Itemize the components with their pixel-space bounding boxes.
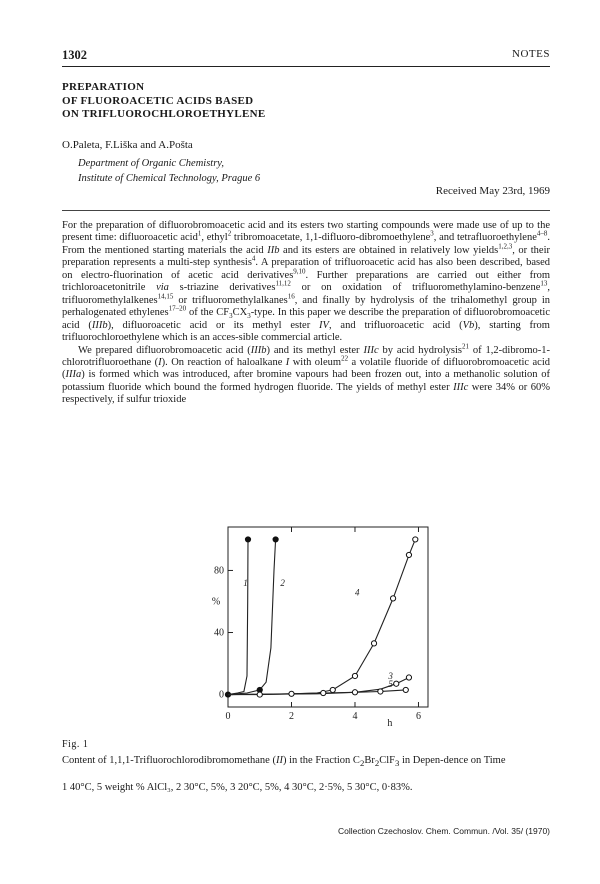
- title-line: OF FLUOROACETIC ACIDS BASED: [62, 94, 254, 107]
- y-axis-label: %: [211, 596, 221, 608]
- y-tick-label: 0: [219, 689, 224, 701]
- series-1-point: [245, 537, 250, 542]
- series-3-point: [406, 675, 411, 680]
- series-2-point: [273, 537, 278, 542]
- affiliation-line: Department of Organic Chemistry,: [78, 158, 225, 169]
- article-body: [62, 220, 550, 407]
- x-tick-label: 4: [352, 711, 358, 722]
- affiliation: [78, 156, 260, 186]
- figure-legend: 1 40°C, 5 weight % AlCl₃, 2 30°C, 5%, 3 20°C, 5%, 4 30°C, 2·5%, 5 30°C, 0·83%.: [62, 782, 413, 793]
- series-5-point: [257, 692, 262, 697]
- paragraph-2: We prepared difluorobromoacetic acid (IIIb) and its methyl ester IIIc by acid hydrolysis$^{21}$ of 1,2-dibromo-1-chlorotrifluoroethane (I). On reaction of haloalkane I with oleum$^{22}$ a volatile fluoride of difluorobromoacetic acid (IIIa) is formed which was introduced, after bromine vapours had been frozen out, into a methanolic solution of potassium fluoride which bound the formed hydrogen fluoride. The yields of methyl ester IIIc were 34% or 60% respectively, if sulfur trioxide: [62, 342, 550, 406]
- header-rule: [62, 66, 550, 67]
- page-number: 1302: [62, 48, 87, 62]
- y-tick-label: 40: [214, 627, 224, 639]
- series-4-point: [406, 552, 411, 557]
- plot-frame: [228, 527, 428, 707]
- affiliation-line: Institute of Chemical Technology, Prague 6: [78, 173, 261, 184]
- received-date: Received May 23rd, 1969: [435, 185, 550, 197]
- series-5-point: [289, 691, 294, 696]
- series-2-label: 2: [280, 577, 285, 588]
- section-name: NOTES: [512, 48, 550, 60]
- series-5-label: 5: [388, 678, 393, 689]
- series-1-label: 1: [243, 577, 248, 588]
- series-4-point: [413, 537, 418, 542]
- series-4-point: [330, 687, 335, 692]
- figure-caption: Content of 1,1,1-Trifluorochlorodibromomethane (II) in the Fraction $C_2Br_2ClF_3$ in Depen-dence on Time: [62, 755, 506, 769]
- running-header: [62, 48, 550, 68]
- series-3-label: 3: [388, 671, 393, 682]
- series-4-point: [371, 641, 376, 646]
- title-line: PREPARATION: [62, 81, 145, 93]
- series-5-point: [321, 690, 326, 695]
- series-3-point: [394, 681, 399, 686]
- series-5-point: [378, 689, 383, 694]
- series-4-point: [390, 596, 395, 601]
- body-rule: [62, 210, 550, 211]
- series-1-line: [228, 539, 248, 694]
- series-4-label: 4: [354, 587, 360, 598]
- series-4-point: [352, 673, 357, 678]
- figure-label: Fig. 1: [62, 739, 89, 750]
- article-title: [62, 81, 482, 122]
- figure-1: [188, 519, 448, 734]
- paragraph-1: For the preparation of difluorobromoacetic acid and its esters two starting compounds were made use of up to the present time: difluoroacetic acid$^1$, ethyl$^2$ tribromoacetate, 1,1-difluoro-dibromoethylene$^3$, and tetrafluoroethylene$^{4-8}$. From the mentioned starting materials the acid IIb and its esters are obtained in relatively low yields$^{1,2,3}$, or their preparation represents a multi-step synthesis$^4$. A preparation of trifluoroacetic acid has also been described, based on electro-fluorination of acetic acid derivatives$^{9,10}$. Further preparations are carried out either from trichloroacetonitrile via s-triazine derivatives$^{11,12}$ or on oxidation of trifluoromethylamino-benzene$^{13}$, trifluoromethylalkenes$^{14,15}$ or trifluoromethylalkanes$^{16}$, and finally by hydrolysis of the trihalomethyl group in perhalogenated ethylenes$^{17-20}$ of the $CF_3CX_3$-type. In this paper we describe the preparation of difluorobromoacetic acid (IIIb), difluoroacetic acid or its methyl ester IV, and trifluoroacetic acid (Vb), starting from trifluorochloroethylene which is an acces-sible commercial article.: [62, 220, 551, 344]
- y-tick-label: 80: [214, 565, 224, 577]
- title-line: ON TRIFLUOROCHLOROETHYLENE: [62, 108, 266, 120]
- series-4-line: [228, 539, 415, 694]
- authors: O.Paleta, F.Liška and A.Pošta: [62, 139, 193, 151]
- series-2-line: [228, 539, 276, 694]
- series-5-point: [352, 690, 357, 695]
- x-axis-label: h: [387, 718, 393, 729]
- x-tick-label: 0: [225, 711, 231, 722]
- x-tick-label: 6: [415, 711, 421, 722]
- figure-1-chart: [188, 519, 448, 734]
- x-tick-label: 2: [288, 711, 294, 722]
- journal-footer: Collection Czechoslov. Chem. Commun. /Vol. 35/ (1970): [338, 826, 550, 836]
- series-5-point: [403, 687, 408, 692]
